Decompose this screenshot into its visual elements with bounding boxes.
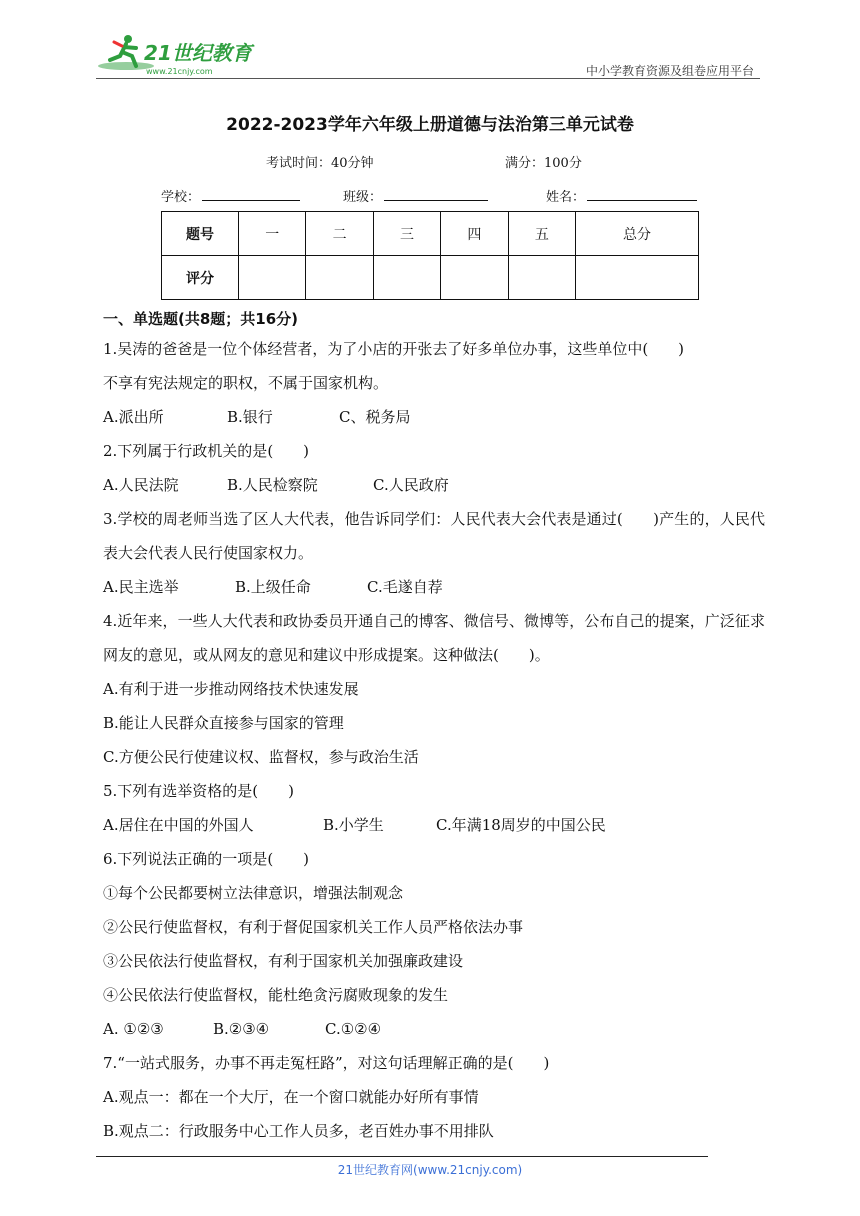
score-table <box>161 211 699 300</box>
score-table-cell: 一 <box>239 212 306 256</box>
option: C.方便公民行使建议权、监督权，参与政治生活 <box>103 748 419 766</box>
option: C.人民政府 <box>373 476 449 494</box>
score-table-cell <box>441 256 508 300</box>
score-table-cell <box>373 256 440 300</box>
exam-time: 考试时间：40分钟 <box>266 156 374 171</box>
score-table-cell: 二 <box>306 212 373 256</box>
question-5-options <box>103 808 765 842</box>
question-3: 3.学校的周老师当选了区人大代表，他告诉同学们：人民代表大会代表是通过( )产生的，人民代表大会代表人民行使国家权力。 <box>103 510 765 562</box>
school-field <box>161 186 300 205</box>
option: B.银行 <box>227 408 273 426</box>
page-header <box>96 30 760 80</box>
option: C.年满18周岁的中国公民 <box>436 816 606 834</box>
option: C.毛遂自荐 <box>367 578 443 596</box>
score-table-header-row <box>162 212 699 256</box>
option: A. ①②③ <box>103 1020 164 1038</box>
question-1-options <box>103 400 765 434</box>
statement: ④公民依法行使监督权，能杜绝贪污腐败现象的发生 <box>103 986 449 1004</box>
option: B.②③④ <box>213 1020 270 1038</box>
svg-text:21世纪教育: 21世纪教育 <box>144 41 252 65</box>
section-heading: 一、单选题(共8题；共16分) <box>103 310 299 328</box>
option: B.小学生 <box>323 816 384 834</box>
question-2: 2.下列属于行政机关的是( ) <box>103 442 310 460</box>
score-table-score-row <box>162 256 699 300</box>
option: A.民主选举 <box>103 578 179 596</box>
question-2-options <box>103 468 765 502</box>
name-field <box>546 186 697 205</box>
platform-name: 中小学教育资源及组卷应用平台 <box>585 64 754 78</box>
option: C、税务局 <box>339 408 411 426</box>
score-table-cell <box>576 256 699 300</box>
score-table-cell <box>508 256 575 300</box>
option: A.人民法院 <box>103 476 179 494</box>
header-divider <box>96 78 760 79</box>
question-1-cont: 不享有宪法规定的职权，不属于国家机构。 <box>103 374 389 392</box>
option: B.人民检察院 <box>227 476 318 494</box>
question-6-options <box>103 1012 765 1046</box>
class-blank <box>384 187 488 201</box>
question-6: 6.下列说法正确的一项是( ) <box>103 850 310 868</box>
class-field <box>343 186 488 205</box>
question-7: 7.“一站式服务，办事不再走冤枉路”，对这句话理解正确的是( ) <box>103 1054 550 1072</box>
score-table-cell: 四 <box>441 212 508 256</box>
statement: ③公民依法行使监督权，有利于国家机关加强廉政建设 <box>103 952 464 970</box>
option: B.能让人民群众直接参与国家的管理 <box>103 714 344 732</box>
question-content <box>103 306 765 1148</box>
option: A.观点一：都在一个大厅，在一个窗口就能办好所有事情 <box>103 1088 479 1106</box>
score-table-cell: 五 <box>508 212 575 256</box>
option: B.上级任命 <box>235 578 311 596</box>
option: B.观点二：行政服务中心工作人员多，老百姓办事不用排队 <box>103 1122 494 1140</box>
svg-text:www.21cnjy.com: www.21cnjy.com <box>146 67 213 76</box>
score-table-cell: 总分 <box>576 212 699 256</box>
question-5: 5.下列有选举资格的是( ) <box>103 782 295 800</box>
option: C.①②④ <box>325 1020 382 1038</box>
page-title: 2022-2023学年六年级上册道德与法治第三单元试卷 <box>226 115 634 135</box>
score-table-cell: 题号 <box>162 212 239 256</box>
school-label: 学校： <box>161 190 201 205</box>
score-table-cell <box>306 256 373 300</box>
class-label: 班级： <box>343 190 383 205</box>
logo-icon <box>96 30 271 78</box>
question-4: 4.近年来，一些人大代表和政协委员开通自己的博客、微信号、微博等，公布自己的提案，广泛征求网友的意见，或从网友的意见和建议中形成提案。这种做法( )。 <box>103 612 765 664</box>
score-table-cell <box>239 256 306 300</box>
option: A.派出所 <box>103 408 164 426</box>
page-footer: 21世纪教育网(www.21cnjy.com) <box>337 1163 523 1177</box>
name-blank <box>587 187 697 201</box>
statement: ②公民行使监督权，有利于督促国家机关工作人员严格依法办事 <box>103 918 524 936</box>
question-1: 1.吴涛的爸爸是一位个体经营者，为了小店的开张去了好多单位办事，这些单位中( ) <box>103 340 685 358</box>
statement: ①每个公民都要树立法律意识，增强法制观念 <box>103 884 404 902</box>
question-3-options <box>103 570 765 604</box>
footer-divider <box>96 1156 708 1157</box>
full-score: 满分：100分 <box>505 156 582 171</box>
score-table-cell: 评分 <box>162 256 239 300</box>
option: A.居住在中国的外国人 <box>103 816 254 834</box>
score-table-cell: 三 <box>373 212 440 256</box>
school-blank <box>202 187 300 201</box>
name-label: 姓名： <box>546 190 586 205</box>
option: A.有利于进一步推动网络技术快速发展 <box>103 680 359 698</box>
